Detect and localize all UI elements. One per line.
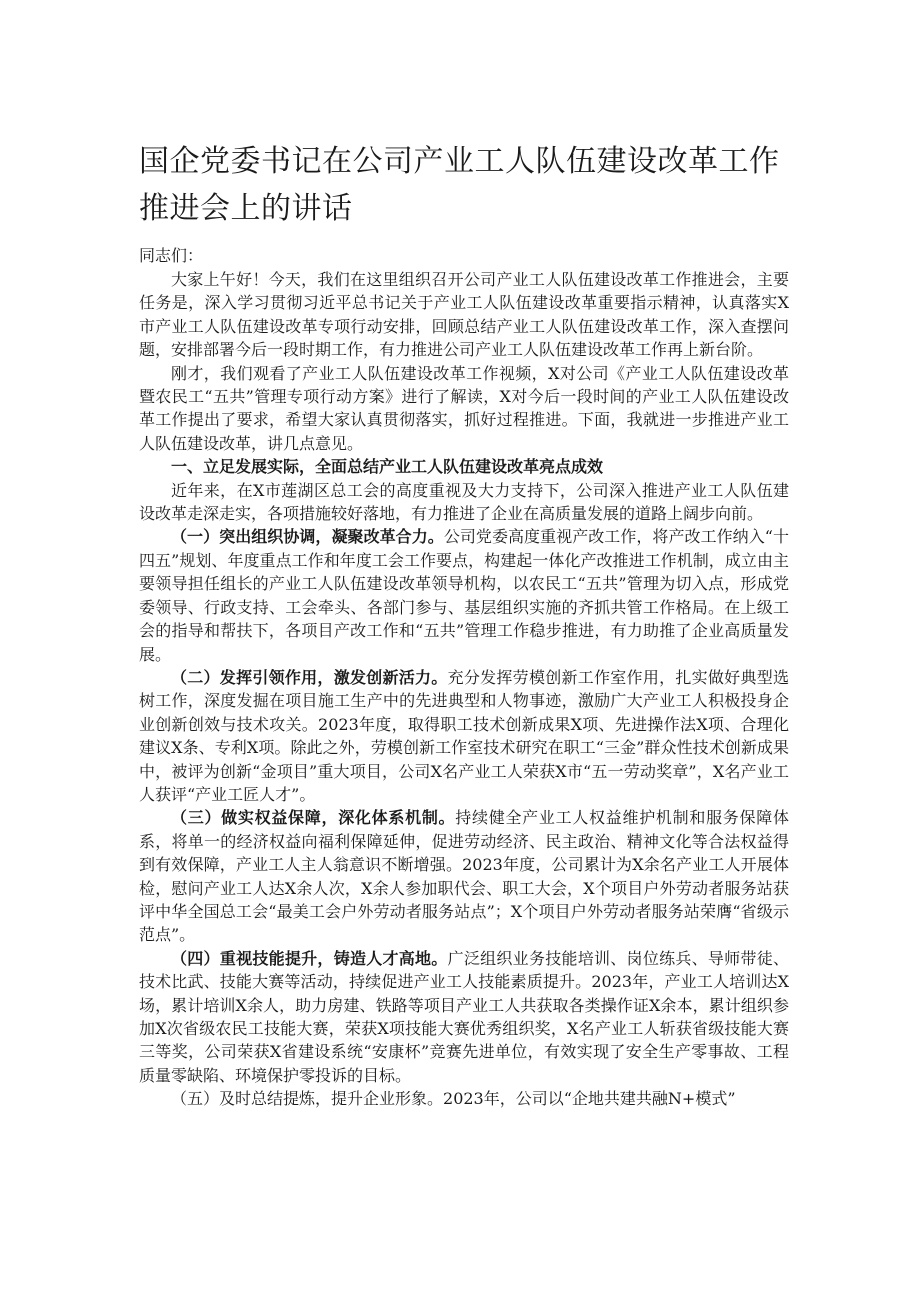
paragraph-text: 充分发挥劳模创新工作室作用，扎实做好典型选树工作，深度发掘在项目施工生产中的先进典型和人物事迹，激励广大产业工人积极投身企业创新创效与技术攻关。2023年度，取得职工技术创新成果X项、先进操作法X项、合理化建议X条、专利X项。除此之外，劳模创新工作室技术研究在职工“三金”群众性技术创新成果中，被评为创新“金项目”重大项目，公司X名产业工人荣获X市“五一劳动奖章”，X名产业工人获评“产业工匠人才”。 (139, 667, 789, 804)
subsection-paragraph-2 (139, 666, 789, 806)
subsection-paragraph-3 (139, 806, 789, 946)
subsection-paragraph-4 (139, 947, 789, 1087)
section-intro-paragraph (139, 479, 789, 526)
section-heading-1: 一、立足发展实际，全面总结产业工人队伍建设改革亮点成效 (171, 457, 604, 477)
video-review-paragraph (139, 362, 789, 456)
paragraph-text: 2023年，公司以“企地共建共融N+模式” (443, 1089, 736, 1109)
subsection-lead-4: （四）重视技能提升，铸造人才高地。 (171, 948, 448, 968)
paragraph-text: 公司党委高度重视产改工作，将产改工作纳入“十四五”规划、年度重点工作和年度工会工作要点，构建起一体化产改推进工作机制，成立由主要领导担任组长的产业工人队伍建设改革领导机构，以农民工“五共”管理为切入点，形成党委领导、行政支持、工会牵头、各部门参与、基层组织实施的齐抓共管工作格局。在上级工会的指导和帮扶下，各项目产改工作和“五共”管理工作稳步推进，有力助推了企业高质量发展。 (139, 527, 789, 664)
paragraph-text: 广泛组织业务技能培训、岗位练兵、导师带徒、技术比武、技能大赛等活动，持续促进产业工人技能素质提升。2023年，产业工人培训达X场，累计培训X余人，助力房建、铁路等项目产业工人共获取各类操作证X余本，累计组织参加X次省级农民工技能大赛，荣获X项技能大赛优秀组织奖，X名产业工人斩获省级技能大赛三等奖，公司荣获X省建设系统“安康杯”竞赛先进单位，有效实现了安全生产零事故、工程质量零缺陷、环境保护零投诉的目标。 (139, 948, 789, 1085)
subsection-lead-5: （五）及时总结提炼，提升企业形象。 (171, 1089, 444, 1109)
paragraph-text: 刚才，我们观看了产业工人队伍建设改革工作视频，X对公司《产业工人队伍建设改革暨农民工“五共”管理专项行动方案》进行了解读，X对今后一段时间的产业工人队伍建设改革工作提出了要求，希望大家认真贯彻落实，抓好过程推进。下面，我就进一步推进产业工人队伍建设改革，讲几点意见。 (139, 363, 789, 453)
subsection-paragraph-1 (139, 525, 789, 665)
subsection-paragraph-5 (139, 1087, 789, 1110)
paragraph-text: 近年来，在X市莲湖区总工会的高度重视及大力支持下，公司深入推进产业工人队伍建设改革走深走实，各项措施较好落地，有力推进了企业在高质量发展的道路上阔步向前。 (139, 480, 789, 524)
subsection-lead-1: （一）突出组织协调，凝聚改革合力。 (171, 527, 444, 547)
document-body (139, 243, 789, 1111)
paragraph-text: 持续健全产业工人权益维护机制和服务保障体系，将单一的经济权益向福利保障延伸，促进劳动经济、民主政治、精神文化等合法权益得到有效保障，产业工人主人翁意识不断增强。2023年度，公司累计为X余名产业工人开展体检，慰问产业工人达X余人次，X余人参加职代会、职工大会，X个项目户外劳动者服务站获评中华全国总工会“最美工会户外劳动者服务站点”；X个项目户外劳动者服务站荣膺“省级示范点”。 (139, 808, 789, 945)
salutation: 同志们： (139, 246, 204, 265)
document-title: 国企党委书记在公司产业工人队伍建设改革工作推进会上的讲话 (139, 144, 780, 226)
subsection-lead-3: （三）做实权益保障，深化体系机制。 (171, 808, 456, 828)
subsection-lead-2: （二）发挥引领作用，激发创新活力。 (171, 667, 448, 687)
opening-paragraph (139, 268, 789, 362)
paragraph-text: 大家上午好！今天，我们在这里组织召开公司产业工人队伍建设改革工作推进会，主要任务是，深入学习贯彻习近平总书记关于产业工人队伍建设改革重要指示精神，认真落实X市产业工人队伍建设改革专项行动安排，回顾总结产业工人队伍建设改革工作，深入查摆问题，安排部署今后一段时期工作，有力推进公司产业工人队伍建设改革工作再上新台阶。 (139, 270, 789, 360)
